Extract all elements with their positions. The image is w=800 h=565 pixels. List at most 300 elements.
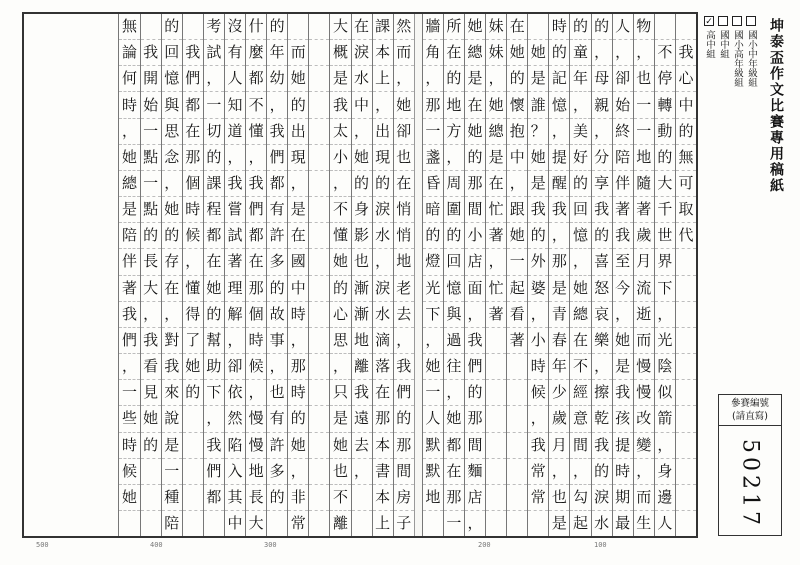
grid-cell: 課 xyxy=(373,14,393,40)
grid-cell: ， xyxy=(549,119,569,145)
grid-cell: 的 xyxy=(330,276,350,302)
grid-cell: 卻 xyxy=(394,119,414,145)
grid-cell: 去 xyxy=(352,433,372,459)
grid-cell: 的 xyxy=(141,223,161,249)
grid-cell: 慢 xyxy=(246,406,266,432)
grid-cell: 在 xyxy=(162,276,182,302)
grid-cell xyxy=(486,406,506,432)
grid-cell: 光 xyxy=(423,276,443,302)
grid-cell: ， xyxy=(549,459,569,485)
grid-cell: 地 xyxy=(394,249,414,275)
grid-cell: ， xyxy=(225,328,245,354)
grid-cell: 對 xyxy=(162,328,182,354)
grid-column xyxy=(351,14,372,536)
grid-cell: 在 xyxy=(183,119,203,145)
grid-cell: 始 xyxy=(613,92,633,118)
grid-cell: 大 xyxy=(330,14,350,40)
grid-cell: 分 xyxy=(592,145,612,171)
grid-cell xyxy=(309,171,329,197)
grid-cell: 程 xyxy=(204,197,224,223)
grid-cell: 理 xyxy=(225,276,245,302)
grid-cell: 逝 xyxy=(634,302,654,328)
grid-cell: 我 xyxy=(592,197,612,223)
grid-cell: 她 xyxy=(613,328,633,354)
grid-cell: 落 xyxy=(373,354,393,380)
grid-cell xyxy=(141,14,161,40)
grid-cell: 地 xyxy=(444,92,464,118)
grid-cell: 她 xyxy=(352,145,372,171)
grid-cell: 是 xyxy=(119,197,139,223)
grid-cell: 著 xyxy=(507,328,527,354)
grid-cell: 的 xyxy=(373,171,393,197)
grid-cell: 試 xyxy=(225,223,245,249)
grid-cell xyxy=(309,249,329,275)
grid-cell: 房 xyxy=(394,485,414,511)
grid-cell: 生 xyxy=(636,514,652,533)
grid-cell: 下 xyxy=(655,276,675,302)
grid-cell: 然 xyxy=(394,14,414,40)
grid-cell: 懂 xyxy=(246,119,266,145)
grid-cell: 離 xyxy=(352,354,372,380)
grid-cell: 她 xyxy=(141,406,161,432)
grid-cell: ， xyxy=(592,119,612,145)
grid-cell: 的 xyxy=(352,171,372,197)
grid-cell: 開 xyxy=(141,66,161,92)
grid-cell: 助 xyxy=(204,354,224,380)
grid-cell: 的 xyxy=(592,223,612,249)
grid-cell: 卻 xyxy=(613,66,633,92)
grid-cell: 我 xyxy=(204,433,224,459)
grid-cell xyxy=(655,14,675,40)
grid-cell: 地 xyxy=(352,328,372,354)
grid-cell xyxy=(676,406,696,432)
grid-cell: 淚 xyxy=(373,276,393,302)
grid-cell: 候 xyxy=(183,223,203,249)
grid-cell: 周 xyxy=(444,171,464,197)
grid-cell: 總 xyxy=(119,171,139,197)
grid-cell: 們 xyxy=(465,354,485,380)
grid-cell: 時 xyxy=(549,14,569,40)
grid-cell xyxy=(528,511,548,536)
grid-cell: 存 xyxy=(162,249,182,275)
grid-cell xyxy=(507,380,527,406)
grid-cell: 是 xyxy=(330,66,350,92)
grid-cell: 老 xyxy=(394,276,414,302)
grid-cell: 們 xyxy=(183,66,203,92)
grid-column xyxy=(591,14,612,536)
entry-number-box xyxy=(718,394,782,536)
grid-cell: 水 xyxy=(352,66,372,92)
grid-cell: 多 xyxy=(267,249,287,275)
grid-cell: 的 xyxy=(444,223,464,249)
grid-cell: 出 xyxy=(288,119,308,145)
grid-cell: 轉 xyxy=(655,92,675,118)
grid-cell: 然 xyxy=(225,406,245,432)
grid-cell: 事 xyxy=(267,328,287,354)
grid-cell: 候 xyxy=(528,380,548,406)
grid-cell xyxy=(309,433,329,459)
grid-cell: 候 xyxy=(246,354,266,380)
grid-cell: 時 xyxy=(288,302,308,328)
grid-cell: 憶 xyxy=(444,276,464,302)
grid-cell: 的 xyxy=(423,223,443,249)
grid-cell xyxy=(507,485,527,511)
grid-cell: 少 xyxy=(549,380,569,406)
grid-cell: 思 xyxy=(162,119,182,145)
grid-cell: 中 xyxy=(352,92,372,118)
grid-cell: 的 xyxy=(528,223,548,249)
grid-cell: 停 xyxy=(655,66,675,92)
grid-cell: 改 xyxy=(634,406,654,432)
grid-cell: 悄 xyxy=(394,197,414,223)
grid-cell: 都 xyxy=(183,92,203,118)
grid-column xyxy=(161,14,182,536)
grid-cell: 物 xyxy=(634,14,654,40)
grid-column xyxy=(485,14,506,536)
grid-cell: 也 xyxy=(634,66,654,92)
grid-cell: 懂 xyxy=(183,276,203,302)
grid-cell: 入 xyxy=(225,459,245,485)
grid-cell: 不 xyxy=(246,92,266,118)
category-options xyxy=(704,16,758,316)
grid-cell: 現 xyxy=(373,145,393,171)
grid-cell: 也 xyxy=(267,380,287,406)
grid-column xyxy=(548,14,569,536)
grid-cell: 陷 xyxy=(225,433,245,459)
grid-cell: 人 xyxy=(657,514,673,533)
grid-cell xyxy=(141,485,161,511)
grid-cell: 都 xyxy=(246,223,266,249)
grid-cell: 沒 xyxy=(225,14,245,40)
grid-cell: 時 xyxy=(288,380,308,406)
grid-cell: 幼 xyxy=(267,66,287,92)
grid-column xyxy=(393,14,414,536)
grid-cell: 伴 xyxy=(613,171,633,197)
grid-cell: 的 xyxy=(465,380,485,406)
grid-cell: 身 xyxy=(655,459,675,485)
grid-column xyxy=(506,14,527,536)
grid-cell: 她 xyxy=(204,276,224,302)
grid-cell: 心 xyxy=(330,302,350,328)
grid-cell: 課 xyxy=(204,171,224,197)
grid-cell xyxy=(352,485,372,511)
grid-cell: 非 xyxy=(288,485,308,511)
grid-cell: 那 xyxy=(394,433,414,459)
grid-cell: 是 xyxy=(551,514,567,533)
grid-cell: 懷 xyxy=(507,92,527,118)
grid-cell: ， xyxy=(592,40,612,66)
grid-cell: 在 xyxy=(486,171,506,197)
grid-cell: 我 xyxy=(119,302,139,328)
checkbox-elementary-upper[interactable] xyxy=(732,16,742,26)
grid-cell: 時 xyxy=(119,433,139,459)
grid-cell xyxy=(676,485,696,511)
grid-cell: 的 xyxy=(183,380,203,406)
grid-column xyxy=(443,14,464,536)
grid-cell: 其 xyxy=(225,485,245,511)
grid-cell: 店 xyxy=(465,485,485,511)
grid-cell: 是 xyxy=(549,276,569,302)
grid-cell: 的 xyxy=(465,145,485,171)
grid-cell: 我 xyxy=(394,354,414,380)
grid-cell: 她 xyxy=(486,92,506,118)
grid-cell: 界 xyxy=(655,249,675,275)
grid-cell xyxy=(676,328,696,354)
grid-cell: 不 xyxy=(330,485,350,511)
grid-cell: 回 xyxy=(162,40,182,66)
grid-cell: 童 xyxy=(570,40,590,66)
grid-cell xyxy=(119,511,139,536)
grid-cell: 樂 xyxy=(592,328,612,354)
grid-cell: 邊 xyxy=(655,485,675,511)
grid-cell: 年 xyxy=(549,354,569,380)
entry-number-label: 參賽編號 (請直寫) xyxy=(719,395,781,426)
grid-cell: 離 xyxy=(332,514,348,533)
grid-cell: 淚 xyxy=(592,485,612,511)
grid-cell: 往 xyxy=(444,354,464,380)
grid-cell: 孩 xyxy=(613,406,633,432)
grid-cell xyxy=(309,511,329,536)
option-senior-high[interactable] xyxy=(702,16,716,316)
grid-cell: 角 xyxy=(423,40,443,66)
grid-cell: 至 xyxy=(613,249,633,275)
grid-cell: ， xyxy=(570,92,590,118)
grid-cell: 她 xyxy=(288,433,308,459)
grid-cell: 光 xyxy=(655,328,675,354)
grid-cell: 道 xyxy=(225,119,245,145)
grid-cell: 常 xyxy=(528,459,548,485)
grid-cell: 悄 xyxy=(394,223,414,249)
form-title: 坤泰盃作文比賽專用稿紙 xyxy=(768,18,784,194)
count-mark: 500 xyxy=(36,541,49,549)
grid-column xyxy=(612,14,633,536)
grid-cell: 的 xyxy=(204,302,224,328)
grid-cell: ， xyxy=(444,380,464,406)
grid-cell: 千 xyxy=(655,197,675,223)
grid-cell: 都 xyxy=(246,66,266,92)
grid-cell: 她 xyxy=(162,197,182,223)
grid-cell: 我 xyxy=(352,380,372,406)
grid-column xyxy=(118,14,139,536)
grid-cell: 她 xyxy=(423,354,443,380)
grid-cell xyxy=(352,511,372,536)
grid-cell: ， xyxy=(528,302,548,328)
grid-cell: 是 xyxy=(613,354,633,380)
grid-cell: 陪 xyxy=(119,223,139,249)
grid-cell: 是 xyxy=(162,433,182,459)
grid-cell: 水 xyxy=(373,223,393,249)
grid-cell xyxy=(309,14,329,40)
grid-cell: 試 xyxy=(204,40,224,66)
grid-column xyxy=(287,14,308,536)
grid-cell: 故 xyxy=(267,302,287,328)
grid-cell: ， xyxy=(486,249,506,275)
grid-cell: 在 xyxy=(507,14,527,40)
count-mark: 100 xyxy=(594,541,607,549)
grid-cell: ， xyxy=(570,459,590,485)
grid-cell: ， xyxy=(352,459,372,485)
entry-number-field[interactable]: 50217 xyxy=(737,439,763,529)
grid-cell: 她 xyxy=(330,433,350,459)
grid-cell xyxy=(676,433,696,459)
grid-cell: 都 xyxy=(444,433,464,459)
grid-cell: 與 xyxy=(444,302,464,328)
grid-cell: 一 xyxy=(507,249,527,275)
grid-cell: 是 xyxy=(330,406,350,432)
grid-cell: ， xyxy=(183,249,203,275)
grid-cell: 是 xyxy=(288,197,308,223)
grid-cell: 她 xyxy=(394,92,414,118)
grid-cell: 著 xyxy=(486,302,506,328)
grid-cell: 期 xyxy=(613,485,633,511)
grid-cell xyxy=(486,459,506,485)
grid-cell: 隨 xyxy=(634,171,654,197)
grid-cell: 長 xyxy=(141,249,161,275)
option-elementary-upper[interactable] xyxy=(730,16,744,316)
grid-cell: 我 xyxy=(225,171,245,197)
option-junior-high[interactable] xyxy=(716,16,730,316)
grid-cell: 她 xyxy=(465,14,485,40)
grid-cell: 我 xyxy=(613,223,633,249)
grid-cell: 記 xyxy=(549,66,569,92)
grid-cell: 總 xyxy=(486,119,506,145)
grid-cell xyxy=(423,511,443,536)
checkbox-junior-high[interactable] xyxy=(718,16,728,26)
grid-cell: 一 xyxy=(141,119,161,145)
grid-cell: 歲 xyxy=(549,406,569,432)
grid-cell: 長 xyxy=(246,485,266,511)
grid-cell: ， xyxy=(141,302,161,328)
grid-cell: 不 xyxy=(330,197,350,223)
grid-cell: 現 xyxy=(288,145,308,171)
grid-cell: 懂 xyxy=(330,223,350,249)
grid-cell: 代 xyxy=(676,223,696,249)
count-mark: 400 xyxy=(150,541,163,549)
grid-cell: 她 xyxy=(528,145,548,171)
grid-cell: 我 xyxy=(549,197,569,223)
option-label: 國小高年級組 xyxy=(732,30,743,87)
grid-cell xyxy=(267,511,287,536)
grid-cell: 面 xyxy=(465,276,485,302)
grid-cell: 太 xyxy=(330,119,350,145)
grid-cell: 的 xyxy=(267,14,287,40)
grid-cell: 的 xyxy=(204,145,224,171)
grid-cell: 乾 xyxy=(592,406,612,432)
grid-cell: 了 xyxy=(183,328,203,354)
grid-cell: 我 xyxy=(528,197,548,223)
grid-cell: 醒 xyxy=(549,171,569,197)
grid-column xyxy=(329,14,350,536)
grid-cell xyxy=(309,197,329,223)
option-elementary-middle[interactable] xyxy=(744,16,758,316)
grid-cell xyxy=(309,328,329,354)
grid-cell: 與 xyxy=(162,92,182,118)
grid-cell: ， xyxy=(267,354,287,380)
grid-cell: ， xyxy=(330,171,350,197)
grid-cell xyxy=(183,511,203,536)
grid-cell: 她 xyxy=(507,223,527,249)
grid-cell: 方 xyxy=(444,119,464,145)
grid-cell: 中 xyxy=(507,145,527,171)
grid-cell: 她 xyxy=(330,249,350,275)
grid-cell: 的 xyxy=(592,459,612,485)
grid-cell: 提 xyxy=(549,145,569,171)
grid-cell: 那 xyxy=(444,485,464,511)
grid-cell: 些 xyxy=(119,406,139,432)
grid-cell: 牆 xyxy=(423,14,443,40)
grid-cell xyxy=(486,511,506,536)
grid-cell: 喜 xyxy=(592,249,612,275)
grid-cell: 書 xyxy=(373,459,393,485)
grid-cell: 們 xyxy=(394,380,414,406)
grid-cell: ， xyxy=(394,66,414,92)
grid-cell: ， xyxy=(204,406,224,432)
center-gutter xyxy=(414,14,422,536)
grid-cell: 陰 xyxy=(655,354,675,380)
grid-cell: 在 xyxy=(288,223,308,249)
grid-cell xyxy=(309,66,329,92)
grid-cell xyxy=(141,459,161,485)
grid-cell: 著 xyxy=(634,197,654,223)
grid-cell: 的 xyxy=(676,119,696,145)
grid-cell: 也 xyxy=(352,249,372,275)
grid-cell: 有 xyxy=(267,197,287,223)
grid-cell: 憶 xyxy=(162,66,182,92)
grid-cell: 影 xyxy=(352,223,372,249)
grid-cell: 本 xyxy=(373,40,393,66)
grid-column xyxy=(245,14,266,536)
writing-grid xyxy=(22,12,698,538)
grid-cell: 有 xyxy=(267,406,287,432)
grid-cell: 的 xyxy=(507,66,527,92)
grid-cell: 圍 xyxy=(444,197,464,223)
grid-cell xyxy=(676,380,696,406)
checkbox-senior-high[interactable]: ✓ xyxy=(704,17,714,27)
grid-cell xyxy=(676,276,696,302)
grid-cell: 那 xyxy=(183,145,203,171)
grid-cell: 燈 xyxy=(423,249,443,275)
grid-cell: 哀 xyxy=(592,302,612,328)
footer-count-marks xyxy=(22,541,698,555)
grid-cell: 看 xyxy=(507,302,527,328)
grid-cell: 春 xyxy=(549,328,569,354)
grid-cell: 上 xyxy=(375,514,391,533)
grid-cell: 我 xyxy=(183,40,203,66)
grid-cell: 勾 xyxy=(570,485,590,511)
grid-cell: 的 xyxy=(549,40,569,66)
grid-cell xyxy=(183,459,203,485)
grid-cell: 都 xyxy=(204,223,224,249)
grid-cell: ， xyxy=(119,354,139,380)
grid-cell: 我 xyxy=(162,354,182,380)
grid-cell: 只 xyxy=(330,380,350,406)
grid-cell: 妹 xyxy=(486,40,506,66)
grid-cell: 的 xyxy=(162,14,182,40)
grid-cell: 國 xyxy=(288,249,308,275)
grid-cell: 的 xyxy=(267,276,287,302)
grid-cell: 水 xyxy=(373,302,393,328)
grid-cell: 不 xyxy=(570,354,590,380)
grid-cell: ， xyxy=(246,145,266,171)
grid-cell: 那 xyxy=(465,406,485,432)
grid-cell: 我 xyxy=(592,433,612,459)
grid-cell: 而 xyxy=(394,40,414,66)
grid-cell: ， xyxy=(162,302,182,328)
checkbox-elementary-middle[interactable] xyxy=(746,16,756,26)
grid-cell xyxy=(486,328,506,354)
grid-cell: 終 xyxy=(613,119,633,145)
grid-cell: 那 xyxy=(423,92,443,118)
